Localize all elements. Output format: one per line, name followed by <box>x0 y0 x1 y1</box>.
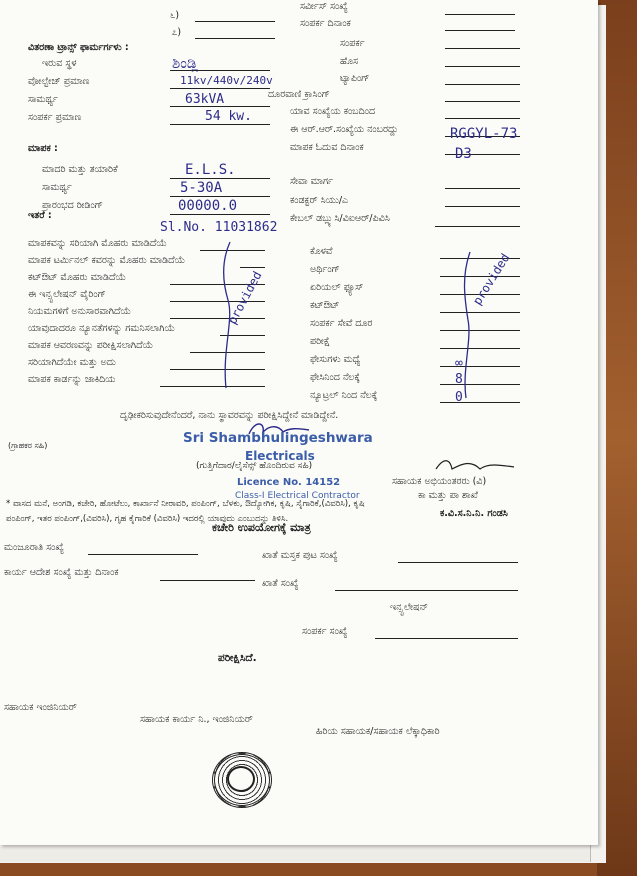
line <box>445 48 520 49</box>
line <box>445 118 520 119</box>
accounts-officer-sign: ಹಿರಿಯ ಸಹಾಯಕ/ಸಹಾಯಕ ಲೆಕ್ಕಾಧಿಕಾರಿ <box>316 726 440 737</box>
row-num-7: ೭) <box>172 27 182 38</box>
line <box>170 124 270 125</box>
tr-right-1: ಸಂಪರ್ಕ <box>340 38 365 49</box>
check-left-6: ಯಾವುದಾದರೂ ನ್ಯೂನತೆಗಳನ್ನು ಗಮನಿಸಲಾಗಿಯೆ <box>28 323 176 334</box>
bracket-left <box>218 240 238 390</box>
check-left-2: ಮಾಪಕ ಟರ್ಮಿನಲ್ ಕವರನ್ನು ಮೊಹರು ಮಾಡಿದೆಯೆ <box>28 255 186 266</box>
check-right-6: ಪರೀಕ್ಷೆ <box>310 336 330 347</box>
line <box>445 188 520 189</box>
stamp-sub: Electricals <box>245 449 315 463</box>
check-right-8: ಫೇಸಿನಿಂದ ನೆಲಕ್ಕೆ <box>310 372 360 383</box>
rr-number-suffix: D3 <box>455 146 472 162</box>
line <box>195 38 275 39</box>
rr-number-value: RGGYL-73 <box>450 126 518 142</box>
engineer-signature <box>430 455 520 477</box>
meter-heading: ಮಾಪಕ : <box>28 143 58 154</box>
stamp-licence: Licence No. 14152 <box>237 477 341 488</box>
voltage-value: 11kv/440v/240v <box>180 74 273 87</box>
line <box>335 590 518 591</box>
meter-right-2: ಕಂಡಕ್ಟರ್ ಸಿಯು/ಎ <box>290 195 349 206</box>
line <box>445 30 515 31</box>
checked-label: ಪರೀಕ್ಷಿಸಿದೆ. <box>218 652 257 664</box>
work-order-label: ಕಾರ್ಯ ಆದೇಶ ಸಂಖ್ಯೆ ಮತ್ತು ದಿನಾಂಕ <box>4 567 119 578</box>
connection-no-label: ಸಂಪರ್ಕ ಸಂಖ್ಯೆ <box>302 626 348 637</box>
line <box>435 226 520 227</box>
bracket-right <box>458 250 478 400</box>
check-right-2: ಅರ್ಥಿಂಗ್ <box>310 264 340 275</box>
trans-label-2: ವೋಲ್ಟೇಜ್ ಪ್ರಮಾಣ <box>28 76 90 87</box>
asst-engineer-place: ಕ.ವಿ.ಸ.ನಿ.ನಿ. ಗಂಡಸಿ <box>440 508 508 519</box>
test-value-1: ∞ <box>455 356 463 371</box>
tr-right-2: ಹೊಸ <box>340 56 359 67</box>
meter-capacity-value: 5-30A <box>180 180 223 196</box>
contractor-sign-label: (ಗುತ್ತಿಗೆದಾರ/ಲೈಸೆನ್ಸ್ ಹೊಂದಿರುವ ಸಹಿ) <box>196 461 313 471</box>
office-seal-emblem <box>212 752 272 808</box>
check-left-4: ಈ ಇನ್ಸ್ಟಲೇಷನ್ ವೈರಿಂಗ್ <box>28 289 106 300</box>
line <box>170 196 270 197</box>
meter-right-3: ಕೇಬಲ್ ಡಬ್ಲ್ಯುಸಿ/ವಿಐಆರ್/ಪಿವಿಸಿ <box>290 213 390 224</box>
asst-engineer-sub: ಕಾ ಮತ್ತು ಪಾ ಶಾಖೆ <box>418 490 478 501</box>
check-left-5: ನಿಯಮಗಳಿಗೆ ಅನುಸಾರವಾಗಿದೆಯೆ <box>28 306 132 317</box>
line <box>440 384 520 385</box>
meter-label-2: ಸಾಮರ್ಥ್ಯ <box>42 182 72 193</box>
check-left-9: ಮಾಪಕ ಕಾರ್ಡನ್ನು ಜಾಕಿದಿಯ <box>28 374 116 385</box>
check-left-1: ಮಾಪಕವನ್ನು ಸರಿಯಾಗಿ ಮೊಹರು ಮಾಡಿದೆಯೆ <box>28 238 167 249</box>
meter-serial-value: Sl.No. 11031862 <box>160 220 278 235</box>
meter-label-1: ಮಾದರಿ ಮತ್ತು ತಯಾರಿಕೆ <box>42 164 118 175</box>
line <box>445 101 520 102</box>
line <box>170 214 270 215</box>
test-value-3: 0 <box>455 390 463 405</box>
meter-right-1: ಸೇವಾ ಮಾರ್ಗ <box>290 176 334 187</box>
tr-right-4: ದೂರವಾಣಿ ಕ್ರಾಸಿಂಗ್ <box>268 89 330 100</box>
line <box>445 84 520 85</box>
row-num-6: ೬) <box>170 10 180 21</box>
other-label: ಇತರೆ : <box>28 210 52 221</box>
check-left-7: ಮಾಪಕ ಆವರಣವನ್ನು ಪರೀಕ್ಷಿಸಲಾಗಿದೆಯೆ <box>28 340 154 351</box>
transformers-heading: ವಿತರಣಾ ಟ್ರಾನ್ಸ್ ಫಾರ್ಮರ್ಗಳು : <box>28 42 129 53</box>
provided-note-left: provided <box>225 268 265 327</box>
asst-engineer-title: ಸಹಾಯಕ ಅಭಿಯಂತರರು (ವಿ) <box>392 476 487 487</box>
line <box>440 330 520 331</box>
tr-right-3: ಟ್ಯಾಪಿಂಗ್ <box>340 73 370 84</box>
line <box>440 312 520 313</box>
trans-label-3: ಸಾಮರ್ಥ್ಯ <box>28 94 58 105</box>
line <box>445 206 520 207</box>
line <box>170 178 270 179</box>
check-left-3: ಕಟ್‌ಔಟ್ ಮೊಹರು ಮಾಡಿದೆಯೆ <box>28 272 127 283</box>
location-value: ಶಿಂಡ್ಲಿ <box>172 54 199 72</box>
meter-reading-value: 00000.0 <box>178 198 238 214</box>
line <box>440 366 520 367</box>
check-right-3: ಏರಿಯಲ್ ಫ್ಯೂಸ್ <box>310 282 364 293</box>
certification-text: ದೃಢೀಕರಿಸುವುದೇನೆಂದರೆ, ನಾನು ಸ್ಥಾವರವನ್ನು ಪರೀಕ್ಷಿಸಿದ್ದೇನೆ ಮಾಡಿದ್ದೇನೆ. <box>120 410 339 421</box>
check-right-1: ಕೊಳವೆ <box>310 246 333 257</box>
tr-right-6: ಈ ಆರ್.ಆರ್.ಸಂಖ್ಯೆಯ ನಂಬರದ್ದು <box>290 124 399 135</box>
line <box>440 348 520 349</box>
line <box>440 276 520 277</box>
line <box>445 14 515 15</box>
check-right-9: ನ್ಯೂಟ್ರಲ್ ನಿಂದ ನೆಲಕ್ಕೆ <box>310 390 378 401</box>
account-no-label: ಖಾತೆ ಸಂಖ್ಯೆ <box>262 578 299 589</box>
check-left-8: ಸರಿಯಾಗಿದೆಯೇ ಮತ್ತು ಅದು <box>28 357 116 368</box>
check-right-5: ಸಂಪರ್ಕ ಸೇವೆ ದೂರ <box>310 318 373 329</box>
office-use-heading: ಕಚೇರಿ ಉಪಯೋಗಕ್ಕೆ ಮಾತ್ರ <box>212 521 311 534</box>
check-right-4: ಕಟ್‌ಔಟ್ <box>310 300 340 311</box>
line <box>440 402 520 403</box>
line <box>160 386 265 387</box>
line <box>375 638 518 639</box>
test-value-2: 8 <box>455 372 463 387</box>
asst-engineer-sign: ಸಹಾಯಕ ಇಂಜಿನಿಯರ್ <box>4 702 77 713</box>
line <box>170 88 270 89</box>
usage-note-1: * ವಾಸದ ಮನೆ, ಅಂಗಡಿ, ಕಚೇರಿ, ಹೋಟೆಲು, ಕಾರ್ಖಾನೆ ನೀರಾವರಿ, ಪಂಪಿಂಗ್, ಬೆಳಕು, ಔದ್ಯೋಗಿಕ, ಕೃಷಿ, ಸೈಗಾರಿಕೆ,(ವಿವರಿಸಿ), ಕೃಷಿ <box>6 499 365 509</box>
tr-right-7: ಮಾಪಕ ಓದುವ ದಿನಾಂಕ <box>290 142 364 153</box>
meter-make-value: E.L.S. <box>185 162 236 178</box>
meter-label-3: ಪ್ರಾರಂಭದ ರೀಡಿಂಗ್ <box>42 200 103 211</box>
line <box>160 580 255 581</box>
check-right-7: ಫೇಸುಗಳು ಮಧ್ಯೆ <box>310 354 361 365</box>
capacity-value: 63kVA <box>185 92 225 107</box>
stamp-class: Class-I Electrical Contractor <box>235 491 360 501</box>
line <box>398 562 518 563</box>
provided-note-right: provided <box>470 250 513 308</box>
line <box>445 66 520 67</box>
installation-label: ಇನ್ಸ್ಟಲೇಷನ್ <box>390 602 428 613</box>
line <box>88 554 198 555</box>
ledger-page-label: ಖಾತೆ ಮಸ್ತಕ ಪುಟ ಸಂಖ್ಯೆ <box>262 550 338 561</box>
asst-exec-engineer-sign: ಸಹಾಯಕ ಕಾರ್ಯ ನಿ., ಇಂಜಿನಿಯರ್ <box>140 714 253 725</box>
load-value: 54 kw. <box>205 109 252 124</box>
line <box>240 267 265 268</box>
stamp-name: Sri Shambhulingeshwara <box>183 430 373 446</box>
contact-date-label: ಸಂಪರ್ಕ ದಿನಾಂಕ <box>300 18 351 29</box>
sanction-no-label: ಮಂಜೂರಾತಿ ಸಂಖ್ಯೆ <box>4 542 64 553</box>
customer-sign-label: (ಗ್ರಾಹಕರ ಸಹಿ) <box>8 441 48 450</box>
trans-label-1: ಇರುವ ಸ್ಥಳ <box>42 58 77 69</box>
trans-label-4: ಸಂಪರ್ಕ ಪ್ರಮಾಣ <box>28 112 82 123</box>
usage-note-2: ಪಂಪಿಂಗ್, ಇತರ ಪಂಪಿಂಗ್,(ವಿವರಿಸಿ), ಗೃಹ ಕೈಗಾರಿಕೆ (ವಿವರಿಸಿ) ಇದರಲ್ಲಿ ಯಾವುದು ಎಂಬುದನ್ನು ತಿಳಿಸಿ. <box>6 514 289 524</box>
tr-right-5: ಯಾವ ಸಂಖ್ಯೆಯ ಕಂಬದಿಂದ <box>290 106 376 117</box>
service-no-label: ಸರ್ವೀಸ್ ಸಂಖ್ಯೆ <box>300 1 348 12</box>
line <box>195 21 275 22</box>
